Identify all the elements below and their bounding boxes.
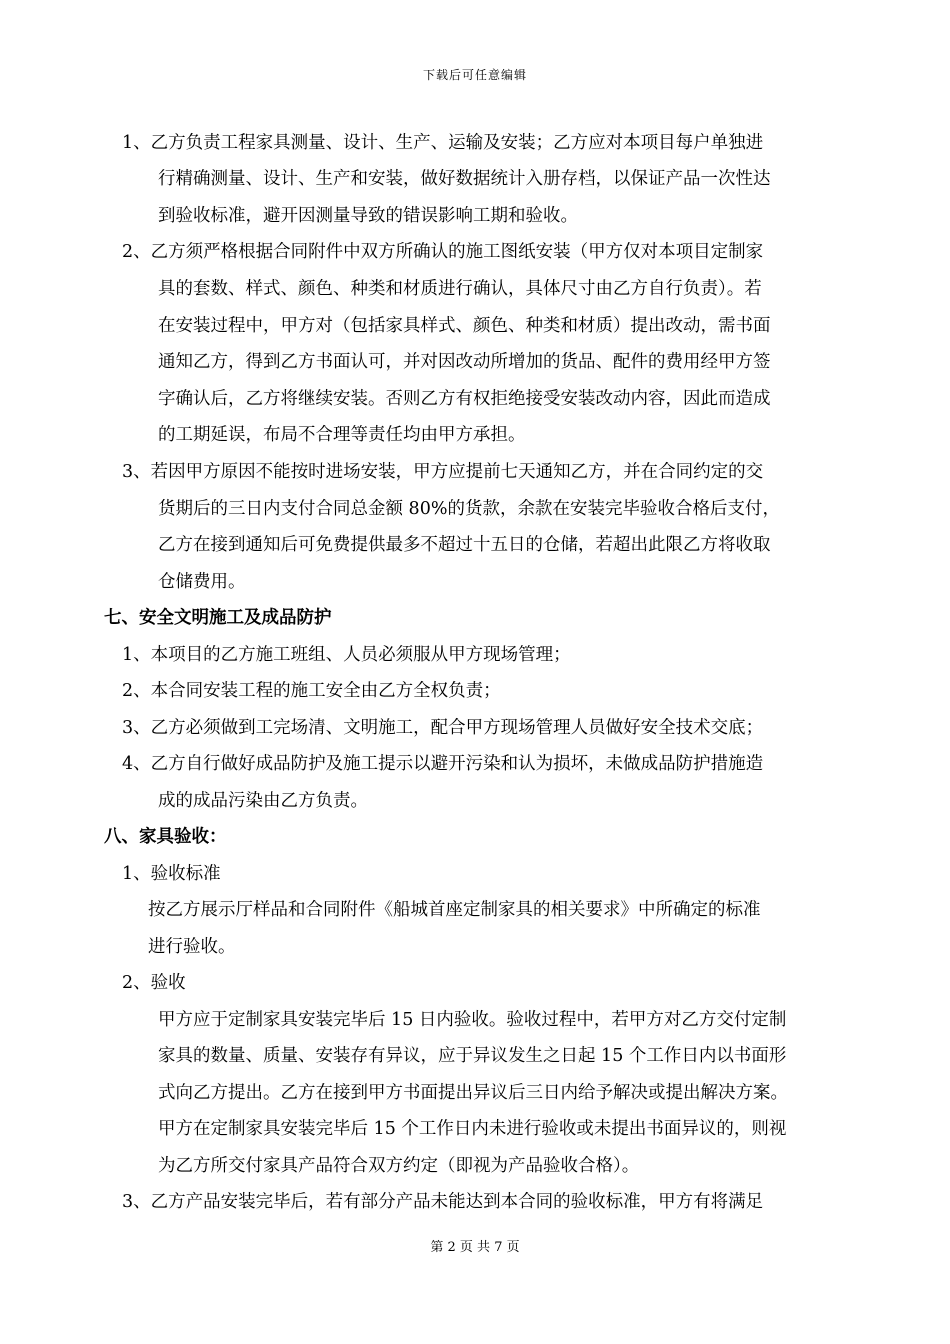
- text-line: 到验收标准，避开因测量导致的错误影响工期和验收。: [158, 206, 578, 226]
- text-line: 式向乙方提出。乙方在接到甲方书面提出异议后三日内给予解决或提出解决方案。: [158, 1083, 788, 1103]
- text-line: 通知乙方，得到乙方书面认可，并对因改动所增加的货品、配件的费用经甲方签: [158, 352, 771, 372]
- text-line: 3、若因甲方原因不能按时进场安装，甲方应提前七天通知乙方，并在合同约定的交: [122, 462, 764, 482]
- text-line: 3、乙方必须做到工完场清、文明施工，配合甲方现场管理人员做好安全技术交底；: [122, 718, 764, 738]
- text-line: 按乙方展示厅样品和合同附件《船城首座定制家具的相关要求》中所确定的标准: [148, 900, 761, 920]
- text-line: 行精确测量、设计、生产和安装，做好数据统计入册存档，以保证产品一次性达: [158, 169, 771, 189]
- text-line: 具的套数、样式、颜色、种类和材质进行确认，具体尺寸由乙方自行负责）。若: [158, 279, 762, 299]
- text-line: 1、本项目的乙方施工班组、人员必须服从甲方现场管理；: [122, 645, 571, 665]
- text-line: 的工期延误，布局不合理等责任均由甲方承担。: [158, 425, 526, 445]
- text-line: 甲方在定制家具安装完毕后 15 个工作日内未进行验收或未提出书面异议的，则视: [158, 1119, 787, 1139]
- text-line: 3、乙方产品安装完毕后，若有部分产品未能达到本合同的验收标准，甲方有将满足: [122, 1192, 764, 1212]
- text-line: 家具的数量、质量、安装存有异议，应于异议发生之日起 15 个工作日内以书面形: [158, 1046, 787, 1066]
- text-line: 进行验收。: [148, 937, 236, 957]
- text-line: 1、乙方负责工程家具测量、设计、生产、运输及安装；乙方应对本项目每户单独进: [122, 133, 764, 153]
- text-line: 2、验收: [122, 973, 186, 993]
- page-footer: 第 2 页 共 7 页: [430, 1240, 520, 1255]
- text-line: 1、验收标准: [122, 864, 221, 884]
- section-heading-8: 八、家具验收：: [104, 827, 227, 847]
- text-line: 乙方在接到通知后可免费提供最多不超过十五日的仓储，若超出此限乙方将收取: [158, 535, 771, 555]
- page-header: 下载后可任意编辑: [422, 68, 527, 82]
- text-line: 在安装过程中，甲方对（包括家具样式、颜色、种类和材质）提出改动，需书面: [158, 316, 771, 336]
- text-line: 2、本合同安装工程的施工安全由乙方全权负责；: [122, 681, 501, 701]
- text-line: 为乙方所交付家具产品符合双方约定（即视为产品验收合格）。: [158, 1156, 640, 1176]
- text-line: 仓储费用。: [158, 572, 246, 592]
- text-line: 字确认后，乙方将继续安装。否则乙方有权拒绝接受安装改动内容，因此而造成: [158, 389, 771, 409]
- text-line: 4、乙方自行做好成品防护及施工提示以避开污染和认为损坏，未做成品防护措施造: [122, 754, 764, 774]
- text-line: 甲方应于定制家具安装完毕后 15 日内验收。验收过程中，若甲方对乙方交付定制: [158, 1010, 787, 1030]
- text-line: 成的成品污染由乙方负责。: [158, 791, 368, 811]
- text-line: 货期后的三日内支付合同总金额 80%的货款，余款在安装完毕验收合格后支付，: [158, 499, 780, 519]
- text-line: 2、乙方须严格根据合同附件中双方所确认的施工图纸安装（甲方仅对本项目定制家: [122, 242, 764, 262]
- section-heading-7: 七、安全文明施工及成品防护: [104, 608, 332, 628]
